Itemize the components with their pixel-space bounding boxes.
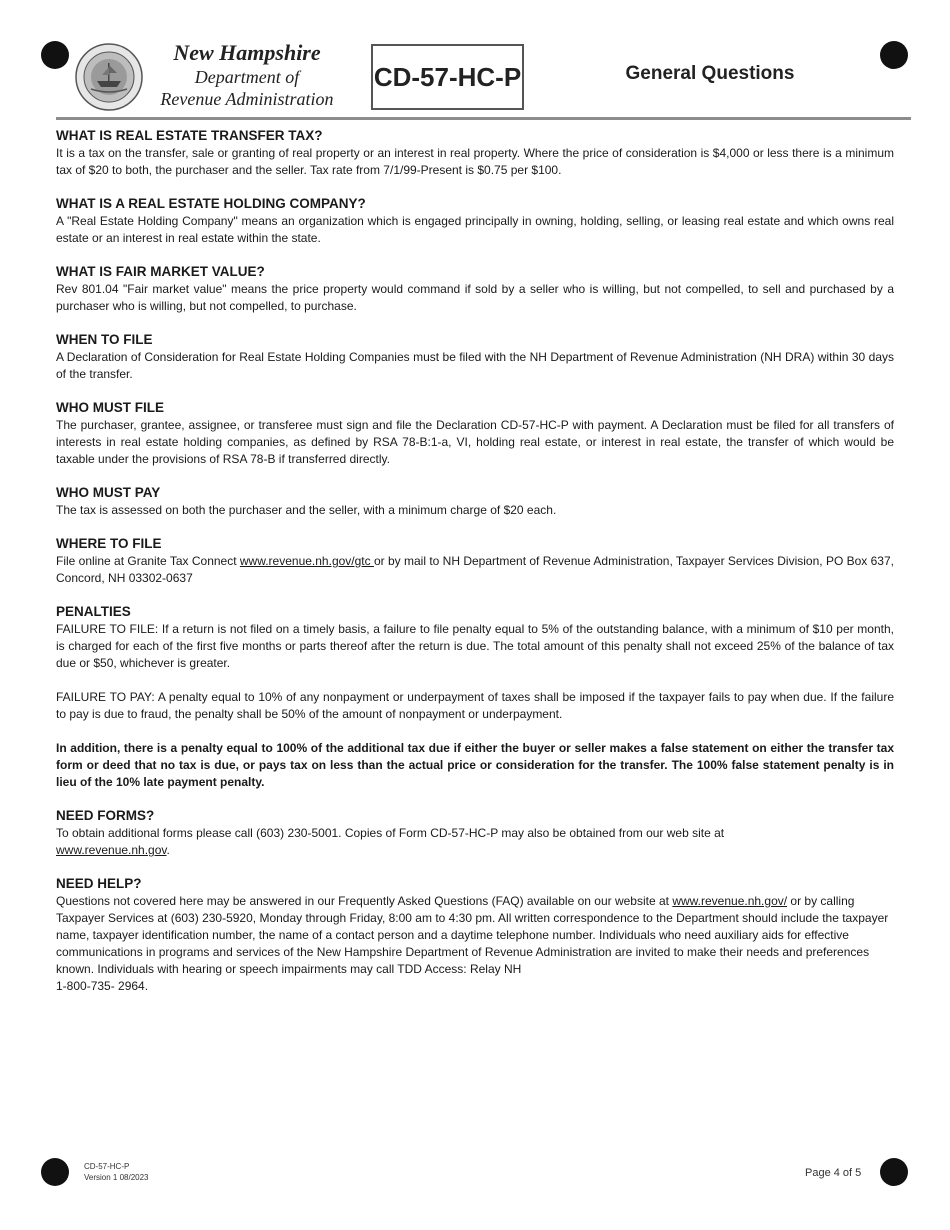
header-divider — [56, 117, 911, 120]
revenue-site-link[interactable]: www.revenue.nh.gov — [56, 843, 167, 857]
section-heading: WHO MUST PAY — [56, 485, 161, 500]
section-heading: WHEN TO FILE — [56, 332, 153, 347]
tdd-phone: 1-800-735- 2964. — [56, 979, 149, 993]
section-need-help — [56, 875, 894, 995]
section-heading: NEED HELP? — [56, 876, 142, 891]
section-heading: NEED FORMS? — [56, 808, 155, 823]
section-when-to-file — [56, 331, 894, 383]
where-to-file-address: or by mail to NH Department of Revenue Administration, Taxpayer Services Division, PO Box 637, Concord, NH 03302-0637 — [56, 554, 894, 585]
footer-form-info — [84, 1161, 149, 1183]
footer-form-code: CD-57-HC-P — [84, 1162, 130, 1171]
need-forms-text: To obtain additional forms please call (603) 230-5001. Copies of Form CD-57-HC-P may also be obtained from our web site at — [56, 826, 725, 840]
registration-dot-top-left — [41, 41, 69, 69]
gtc-link[interactable]: www.revenue.nh.gov/gtc — [239, 554, 374, 568]
registration-dot-bottom-left — [41, 1158, 69, 1186]
section-holding-company — [56, 195, 894, 247]
section-body: It is a tax on the transfer, sale or granting of real property or an interest in real property. Where the price of consideration is $4,000 or less there is a minimum tax of $20 to both, the purchaser and the seller. Tax rate from 7/1/99-Present is $0.75 per $100. — [56, 146, 894, 177]
section-need-forms — [56, 807, 894, 859]
agency-line-1: New Hampshire — [173, 40, 321, 65]
section-who-must-file — [56, 399, 894, 468]
section-heading: WHAT IS REAL ESTATE TRANSFER TAX? — [56, 128, 323, 143]
need-help-text-cont: or by calling Taxpayer Services at (603) 230-5920, Monday through Friday, 8:00 am to 4:30 pm. All written correspondence to the Department should include the taxpayer name, taxpayer identification number, the name of a contact person and a daytime telephone number. Individuals who need auxiliary aids for effective communications in programs and services of the New Hampshire Department of Revenue Administration are invited to make their needs and preferences known. Individuals with hearing or speech impairments may call TDD Access: Relay NH — [56, 894, 889, 976]
section-where-to-file — [56, 535, 894, 587]
failure-to-pay-text: FAILURE TO PAY: A penalty equal to 10% of any nonpayment or underpayment of taxes shall be imposed if the taxpayer fails to pay when due. If the failure to pay is due to fraud, the penalty shall be 50% of the amount of nonpayment or underpayment. — [56, 690, 894, 721]
section-heading: PENALTIES — [56, 604, 131, 619]
section-body: A Declaration of Consideration for Real Estate Holding Companies must be filed with the NH Department of Revenue Administration (NH DRA) within 30 days of the transfer. — [56, 350, 894, 381]
section-body: The purchaser, grantee, assignee, or transferee must sign and file the Declaration CD-57-HC-P with payment. A Declaration must be filed for all transfers of interests in real estate holding companies, as defined by RSA 78-B:1-a, VI, holding real estate, or interest in real estate, the transfer of which would be taxable under the provisions of RSA 78-B if transferred directly. — [56, 418, 894, 466]
state-seal-icon — [75, 43, 143, 111]
section-transfer-tax — [56, 127, 894, 179]
footer-version: Version 1 08/2023 — [84, 1173, 149, 1182]
form-id-box — [371, 44, 524, 110]
false-statement-text: In addition, there is a penalty equal to 100% of the additional tax due if either the buyer or seller makes a false statement on either the transfer tax form or deed that no tax is due, or pays tax on less than the actual price or consideration for the transfer. The 100% false statement penalty is in lieu of the 10% late payment penalty. — [56, 741, 894, 789]
page-title: General Questions — [625, 63, 795, 84]
section-penalties — [56, 603, 894, 791]
section-body — [56, 893, 894, 995]
agency-line-2: Department of — [194, 67, 300, 87]
document-body — [56, 127, 894, 1011]
section-heading: WHO MUST FILE — [56, 400, 164, 415]
section-heading: WHAT IS A REAL ESTATE HOLDING COMPANY? — [56, 196, 366, 211]
section-body: A "Real Estate Holding Company" means an organization which is engaged principally in owning, holding, selling, or leasing real estate and which owns real estate or an interest in real estate within the state. — [56, 214, 894, 245]
faq-link[interactable]: www.revenue.nh.gov/ — [672, 894, 788, 908]
page-number: Page 4 of 5 — [805, 1167, 862, 1179]
need-help-text: Questions not covered here may be answered in our Frequently Asked Questions (FAQ) available on our website at — [56, 894, 673, 908]
section-body — [56, 825, 894, 859]
failure-to-file-text: FAILURE TO FILE: If a return is not filed on a timely basis, a failure to file penalty equal to 5% of the outstanding balance, with a minimum of $10 per month, is charged for each of the first five months or parts thereof after the return is due. The total amount of this penalty shall not exceed 25% of the balance of tax due or $50, whichever is greater. — [56, 622, 894, 670]
registration-dot-top-right — [880, 41, 908, 69]
need-forms-period: . — [166, 843, 170, 857]
agency-line-3: Revenue Administration — [160, 89, 334, 109]
agency-name — [142, 40, 352, 110]
section-who-must-pay — [56, 484, 894, 519]
section-body: Rev 801.04 "Fair market value" means the price property would command if sold by a seller who is willing, but not compelled, to sell and purchased by a purchaser who is willing, but not compelled, to purchase. — [56, 282, 894, 313]
registration-dot-bottom-right — [880, 1158, 908, 1186]
section-fair-market-value — [56, 263, 894, 315]
form-id: CD-57-HC-P — [373, 61, 522, 92]
section-heading: WHERE TO FILE — [56, 536, 162, 551]
where-to-file-text: File online at Granite Tax Connect — [56, 554, 240, 568]
section-body — [56, 553, 894, 587]
section-heading: WHAT IS FAIR MARKET VALUE? — [56, 264, 265, 279]
section-body: The tax is assessed on both the purchaser and the seller, with a minimum charge of $20 each. — [56, 503, 557, 517]
